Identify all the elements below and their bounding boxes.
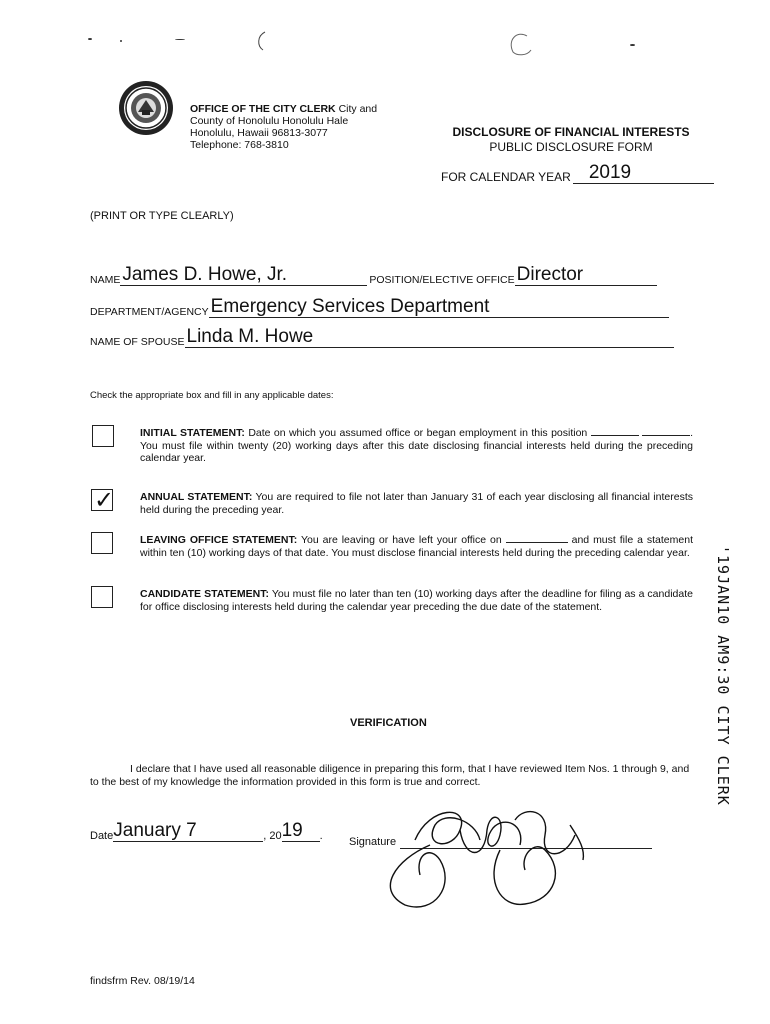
calendar-year-value[interactable]: 2019 — [573, 163, 714, 184]
calendar-year-row — [441, 163, 714, 184]
scan-speck — [120, 40, 122, 42]
initial-statement-text — [140, 427, 693, 465]
leaving-date-blank[interactable] — [506, 542, 568, 543]
verification-title: VERIFICATION — [350, 717, 427, 729]
name-row — [90, 264, 657, 286]
name-label: NAME — [90, 274, 121, 286]
calendar-year-label: FOR CALENDAR YEAR — [441, 170, 571, 184]
initial-date-blank-2[interactable] — [642, 435, 690, 436]
verification-body: I declare that I have used all reasonable diligence in preparing this form, that I have reviewed Item Nos. 1 through 9, and to the best of my knowledge the information provided in this form is true and correct. — [90, 763, 690, 788]
initial-statement-text-a: Date on which you assumed office or began employment in this position — [248, 427, 588, 439]
annual-statement-body: You are required to file not later than January 31 of each year disclosing all financial interests held during the preceding year. — [140, 491, 693, 516]
candidate-statement-text — [140, 588, 693, 613]
date-row — [90, 821, 323, 842]
signature-label: Signature — [349, 836, 397, 848]
year-field[interactable]: 19 — [282, 821, 320, 842]
spouse-label: NAME OF SPOUSE — [90, 336, 185, 348]
scan-speck — [630, 44, 635, 46]
received-stamp — [708, 545, 738, 806]
position-field[interactable]: Director — [515, 264, 657, 286]
check-instruction: Check the appropriate box and fill in any applicable dates: — [90, 390, 334, 401]
form-title — [440, 125, 702, 155]
scan-speck — [88, 38, 92, 40]
city-seal-logo — [118, 80, 174, 136]
received-stamp-text: '19JAN10 AM9:30 CITY CLERK — [714, 545, 732, 806]
department-label: DEPARTMENT/AGENCY — [90, 306, 209, 318]
spouse-row — [90, 326, 674, 348]
form-title-line1: DISCLOSURE OF FINANCIAL INTERESTS — [452, 125, 690, 139]
scan-mark — [255, 30, 269, 52]
annual-statement-label: ANNUAL STATEMENT: — [140, 491, 253, 503]
scan-speck — [175, 39, 185, 40]
form-title-line2: PUBLIC DISCLOSURE FORM — [489, 140, 653, 154]
candidate-statement-label: CANDIDATE STATEMENT: — [140, 588, 270, 600]
year-prefix: , 20 — [263, 830, 282, 842]
annual-checkmark: ✓ — [94, 486, 115, 514]
position-label: POSITION/ELECTIVE OFFICE — [369, 274, 515, 286]
date-label: Date — [90, 830, 114, 842]
print-instruction: (PRINT OR TYPE CLEARLY) — [90, 210, 234, 222]
initial-statement-text-b: . You must file within twenty (20) working days after this date disclosing financial interests held during the preceding calendar year. — [140, 427, 694, 464]
leaving-office-statement-checkbox[interactable] — [91, 532, 113, 554]
office-telephone: Telephone: 768-3810 — [190, 139, 289, 151]
department-field[interactable]: Emergency Services Department — [209, 296, 669, 318]
initial-statement-label: INITIAL STATEMENT: — [140, 427, 245, 439]
leaving-office-statement-label: LEAVING OFFICE STATEMENT: — [140, 534, 298, 546]
date-field[interactable]: January 7 — [113, 821, 263, 842]
form-revision-footer: findsfrm Rev. 08/19/14 — [90, 975, 195, 987]
scan-mark — [505, 30, 535, 60]
name-field[interactable]: James D. Howe, Jr. — [120, 264, 367, 286]
leaving-office-statement-text — [140, 534, 693, 559]
spouse-field[interactable]: Linda M. Howe — [185, 326, 674, 348]
office-name-suffix: City and — [335, 103, 378, 115]
address-line-2: Honolulu, Hawaii 96813-3077 — [190, 127, 328, 139]
leaving-office-statement-text-a: You are leaving or have left your office on — [300, 534, 502, 546]
department-row — [90, 296, 669, 318]
leaving-office-statement-text-b: and must file a statement within ten (10) working days of that date. You must disclose financial interests held during the preceding calendar year. — [140, 534, 693, 559]
initial-date-blank-1[interactable] — [591, 435, 639, 436]
candidate-statement-checkbox[interactable] — [91, 586, 113, 608]
signature-drawing — [375, 800, 615, 910]
year-suffix: . — [319, 830, 323, 842]
candidate-statement-body: You must file no later than ten (10) working days after the deadline for filing as a candidate for office disclosing interests held during the calendar year preceding the due date of the statement. — [140, 588, 693, 613]
annual-statement-text — [140, 491, 693, 516]
office-address-block — [190, 103, 420, 151]
initial-statement-checkbox[interactable] — [92, 425, 114, 447]
office-name: OFFICE OF THE CITY CLERK — [190, 103, 336, 115]
verification-text — [90, 763, 694, 789]
address-line-1: County of Honolulu Honolulu Hale — [190, 115, 349, 127]
